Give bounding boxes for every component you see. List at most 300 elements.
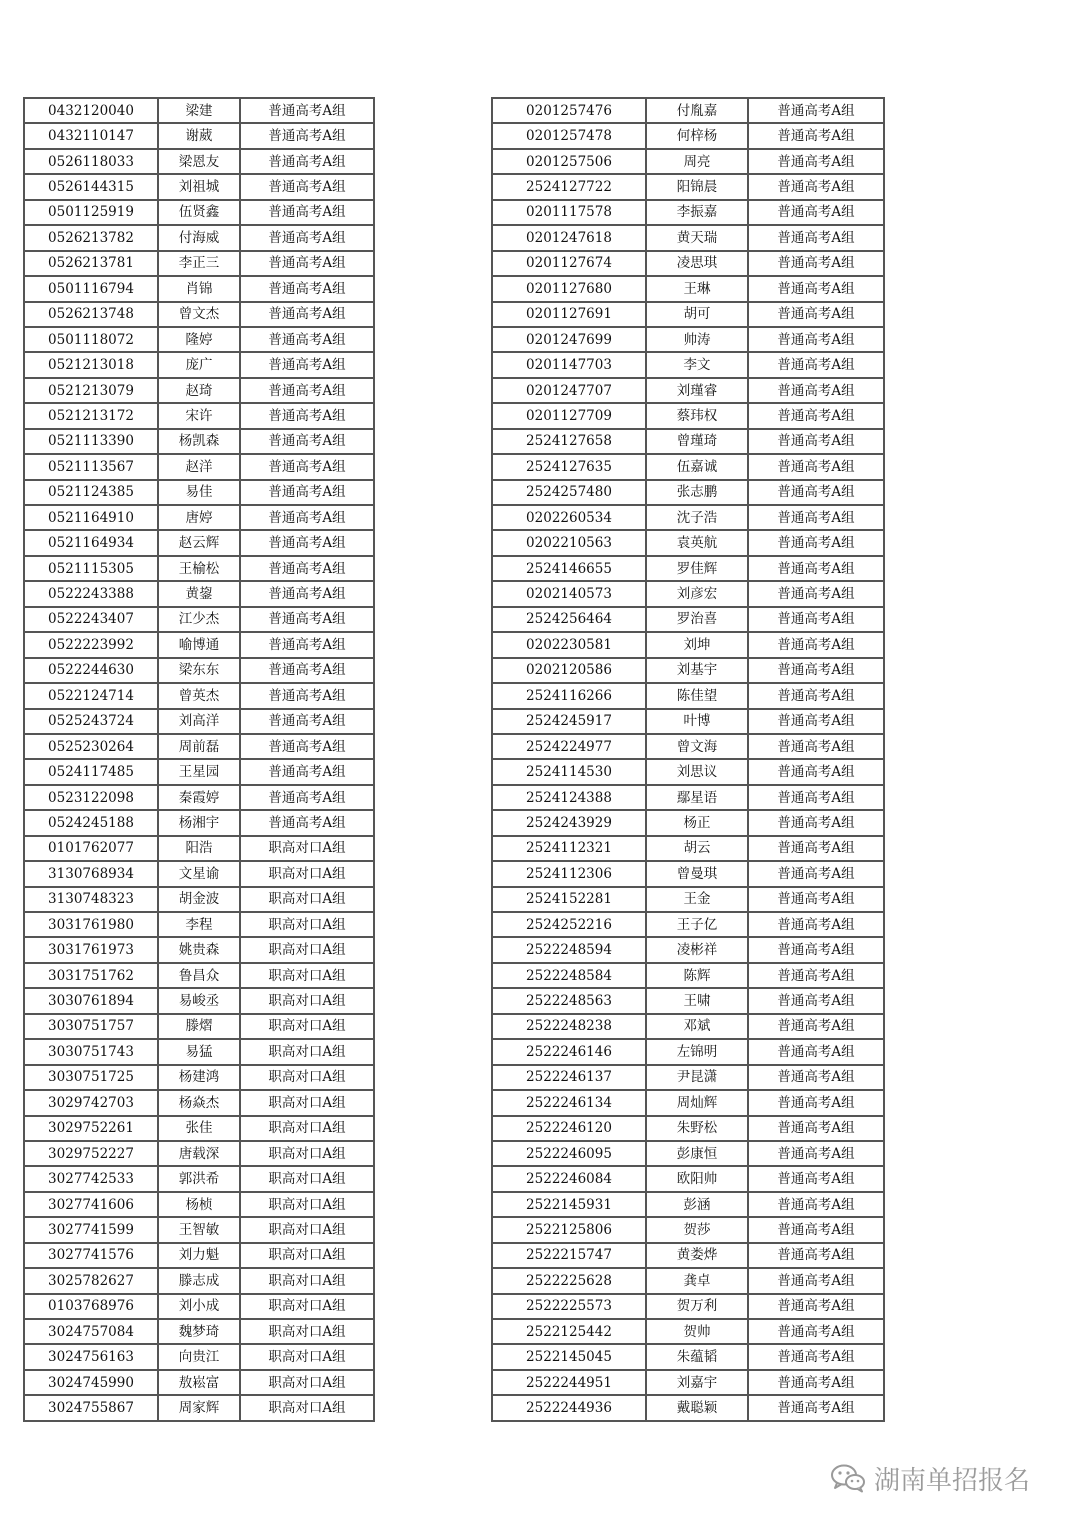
category-cell: 普通高考A组 [748,276,884,301]
category-cell: 普通高考A组 [240,530,374,555]
exam-number-cell: 0432110147 [24,123,158,148]
category-cell: 职高对口A组 [240,1268,374,1293]
candidate-name-cell: 周亮 [646,149,748,174]
exam-number-cell: 0201247699 [492,327,646,352]
candidate-name-cell: 秦霞婷 [158,785,240,810]
table-row [492,556,884,581]
exam-number-cell: 3130768934 [24,861,158,886]
category-cell: 普通高考A组 [748,785,884,810]
category-cell: 普通高考A组 [240,352,374,377]
candidate-name-cell: 张佳 [158,1116,240,1141]
candidate-name-cell: 阳浩 [158,836,240,861]
candidate-name-cell: 文星谕 [158,861,240,886]
candidate-name-cell: 胡金波 [158,887,240,912]
category-cell: 普通高考A组 [748,1319,884,1344]
exam-number-cell: 0521213079 [24,378,158,403]
exam-number-cell: 2522244951 [492,1370,646,1395]
table-row [492,581,884,606]
candidate-name-cell: 梁建 [158,98,240,123]
category-cell: 职高对口A组 [240,1319,374,1344]
candidate-name-cell: 李程 [158,912,240,937]
exam-number-cell: 0526144315 [24,174,158,199]
candidate-name-cell: 黄娄烨 [646,1243,748,1268]
category-cell: 普通高考A组 [748,1065,884,1090]
table-row [492,632,884,657]
candidate-name-cell: 郭洪希 [158,1166,240,1191]
category-cell: 职高对口A组 [240,1192,374,1217]
candidate-name-cell: 彭涵 [646,1192,748,1217]
candidate-name-cell: 阳锦晨 [646,174,748,199]
category-cell: 职高对口A组 [240,1166,374,1191]
exam-number-cell: 0432120040 [24,98,158,123]
exam-number-cell: 2524112306 [492,861,646,886]
table-row [492,1141,884,1166]
exam-number-cell: 0103768976 [24,1294,158,1319]
candidate-name-cell: 罗佳辉 [646,556,748,581]
category-cell: 普通高考A组 [748,988,884,1013]
candidate-name-cell: 唐载深 [158,1141,240,1166]
table-row [492,887,884,912]
category-cell: 普通高考A组 [748,403,884,428]
exam-number-cell: 3025782627 [24,1268,158,1293]
exam-number-cell: 0521213018 [24,352,158,377]
wechat-icon [830,1463,866,1493]
candidate-name-cell: 宋许 [158,403,240,428]
category-cell: 职高对口A组 [240,1395,374,1420]
candidate-name-cell: 姚贵森 [158,937,240,962]
candidate-name-cell: 刘坤 [646,632,748,657]
candidate-name-cell: 罗治喜 [646,607,748,632]
candidate-name-cell: 袁英航 [646,530,748,555]
category-cell: 普通高考A组 [240,734,374,759]
exam-number-cell: 2522125806 [492,1217,646,1242]
exam-number-cell: 0522243388 [24,581,158,606]
category-cell: 普通高考A组 [240,683,374,708]
category-cell: 普通高考A组 [748,454,884,479]
candidate-name-cell: 敖崧富 [158,1370,240,1395]
table-row [24,963,374,988]
exam-number-cell: 3031751762 [24,963,158,988]
candidate-name-cell: 贺莎 [646,1217,748,1242]
exam-number-cell: 2522145045 [492,1344,646,1369]
exam-number-cell: 2524124388 [492,785,646,810]
candidate-name-cell: 陈佳望 [646,683,748,708]
candidate-name-cell: 赵洋 [158,454,240,479]
table-row [24,1395,374,1420]
table-row [24,683,374,708]
table-row [492,352,884,377]
category-cell: 普通高考A组 [240,378,374,403]
exam-number-cell: 0521164910 [24,505,158,530]
exam-number-cell: 2522215747 [492,1243,646,1268]
table-row [24,1141,374,1166]
candidate-name-cell: 彭康恒 [646,1141,748,1166]
table-row [24,530,374,555]
candidate-name-cell: 鲁昌众 [158,963,240,988]
candidate-name-cell: 尹昆潇 [646,1065,748,1090]
candidate-name-cell: 付海威 [158,225,240,250]
table-row [492,785,884,810]
candidate-name-cell: 刘小成 [158,1294,240,1319]
candidate-name-cell: 易猛 [158,1039,240,1064]
candidate-name-cell: 陈辉 [646,963,748,988]
category-cell: 普通高考A组 [240,251,374,276]
table-row [492,607,884,632]
candidate-name-cell: 凌思琪 [646,251,748,276]
table-row [492,251,884,276]
candidate-name-cell: 王琳 [646,276,748,301]
exam-number-cell: 2524245917 [492,709,646,734]
exam-number-cell: 2522246084 [492,1166,646,1191]
candidate-name-cell: 何梓杨 [646,123,748,148]
table-row [24,556,374,581]
table-row [492,1344,884,1369]
exam-number-cell: 2522246134 [492,1090,646,1115]
exam-number-cell: 3024755867 [24,1395,158,1420]
candidate-name-cell: 王智敏 [158,1217,240,1242]
category-cell: 普通高考A组 [748,683,884,708]
candidate-table-left [23,97,375,1422]
category-cell: 职高对口A组 [240,1039,374,1064]
exam-number-cell: 0521113567 [24,454,158,479]
candidate-name-cell: 杨湘宇 [158,810,240,835]
table-row [24,251,374,276]
candidate-name-cell: 王金 [646,887,748,912]
table-row [492,149,884,174]
table-row [24,352,374,377]
exam-number-cell: 0522223992 [24,632,158,657]
table-row [492,1319,884,1344]
exam-number-cell: 0522243407 [24,607,158,632]
exam-number-cell: 2522248594 [492,937,646,962]
exam-number-cell: 0201247707 [492,378,646,403]
exam-number-cell: 2524243929 [492,810,646,835]
category-cell: 职高对口A组 [240,988,374,1013]
category-cell: 普通高考A组 [748,378,884,403]
category-cell: 普通高考A组 [240,200,374,225]
category-cell: 普通高考A组 [748,581,884,606]
candidate-name-cell: 赵琦 [158,378,240,403]
candidate-name-cell: 肖锦 [158,276,240,301]
table-row [24,454,374,479]
candidate-table-right-body [492,98,884,1421]
table-row [24,887,374,912]
category-cell: 普通高考A组 [748,607,884,632]
category-cell: 普通高考A组 [748,200,884,225]
candidate-name-cell: 刘彦宏 [646,581,748,606]
table-row [24,327,374,352]
candidate-name-cell: 曾曼琪 [646,861,748,886]
exam-number-cell: 0501118072 [24,327,158,352]
category-cell: 普通高考A组 [240,225,374,250]
table-row [24,734,374,759]
table-row [24,1268,374,1293]
category-cell: 普通高考A组 [748,480,884,505]
exam-number-cell: 2522246095 [492,1141,646,1166]
candidate-name-cell: 黄鋆 [158,581,240,606]
exam-number-cell: 3029752227 [24,1141,158,1166]
exam-number-cell: 0522124714 [24,683,158,708]
exam-number-cell: 0525230264 [24,734,158,759]
category-cell: 普通高考A组 [748,658,884,683]
category-cell: 普通高考A组 [240,123,374,148]
table-row [492,861,884,886]
watermark-text: 湖南单招报名 [874,1465,1031,1496]
category-cell: 普通高考A组 [240,810,374,835]
candidate-name-cell: 梁东东 [158,658,240,683]
table-row [24,480,374,505]
exam-number-cell: 3029752261 [24,1116,158,1141]
category-cell: 普通高考A组 [748,1370,884,1395]
table-row [492,276,884,301]
category-cell: 普通高考A组 [748,1014,884,1039]
table-row [24,1344,374,1369]
exam-number-cell: 2524152281 [492,887,646,912]
candidate-name-cell: 刘祖城 [158,174,240,199]
exam-number-cell: 0525243724 [24,709,158,734]
category-cell: 普通高考A组 [748,1141,884,1166]
table-row [24,149,374,174]
exam-number-cell: 2522225573 [492,1294,646,1319]
table-row [492,530,884,555]
category-cell: 普通高考A组 [240,709,374,734]
exam-number-cell: 3031761980 [24,912,158,937]
candidate-name-cell: 戴聪颖 [646,1395,748,1420]
category-cell: 普通高考A组 [748,1243,884,1268]
candidate-name-cell: 沈子浩 [646,505,748,530]
candidate-name-cell: 刘嘉宇 [646,1370,748,1395]
candidate-name-cell: 杨焱杰 [158,1090,240,1115]
exam-number-cell: 3024756163 [24,1344,158,1369]
candidate-name-cell: 梁恩友 [158,149,240,174]
candidate-name-cell: 欧阳帅 [646,1166,748,1191]
category-cell: 职高对口A组 [240,836,374,861]
table-row [492,988,884,1013]
category-cell: 职高对口A组 [240,1065,374,1090]
category-cell: 普通高考A组 [748,1116,884,1141]
table-row [492,709,884,734]
candidate-name-cell: 易峻丞 [158,988,240,1013]
candidate-name-cell: 伍嘉诚 [646,454,748,479]
exam-number-cell: 2522125442 [492,1319,646,1344]
exam-number-cell: 0202260534 [492,505,646,530]
candidate-name-cell: 朱野松 [646,1116,748,1141]
category-cell: 普通高考A组 [748,1217,884,1242]
table-row [24,1014,374,1039]
exam-number-cell: 2524224977 [492,734,646,759]
table-row [492,1370,884,1395]
candidate-table-left-body [24,98,374,1421]
candidate-name-cell: 谢葳 [158,123,240,148]
table-row [492,403,884,428]
candidate-name-cell: 周家辉 [158,1395,240,1420]
table-row [24,632,374,657]
candidate-name-cell: 龚卓 [646,1268,748,1293]
category-cell: 普通高考A组 [748,810,884,835]
exam-number-cell: 0526213748 [24,302,158,327]
table-row [24,276,374,301]
candidate-name-cell: 胡云 [646,836,748,861]
category-cell: 普通高考A组 [748,352,884,377]
category-cell: 职高对口A组 [240,1243,374,1268]
candidate-name-cell: 蔡玮权 [646,403,748,428]
exam-number-cell: 2524127658 [492,429,646,454]
candidate-name-cell: 胡可 [646,302,748,327]
category-cell: 普通高考A组 [240,581,374,606]
candidate-name-cell: 贺帅 [646,1319,748,1344]
table-row [24,1116,374,1141]
exam-number-cell: 2522248238 [492,1014,646,1039]
exam-number-cell: 3030761894 [24,988,158,1013]
table-row [24,937,374,962]
candidate-name-cell: 杨建鸿 [158,1065,240,1090]
exam-number-cell: 3029742703 [24,1090,158,1115]
table-row [492,1116,884,1141]
exam-number-cell: 2524114530 [492,759,646,784]
table-row [492,480,884,505]
table-row [492,1166,884,1191]
category-cell: 职高对口A组 [240,963,374,988]
candidate-name-cell: 江少杰 [158,607,240,632]
candidate-name-cell: 伍贤鑫 [158,200,240,225]
table-row [492,378,884,403]
table-row [24,1319,374,1344]
table-row [492,225,884,250]
exam-number-cell: 2522246120 [492,1116,646,1141]
category-cell: 普通高考A组 [240,327,374,352]
category-cell: 普通高考A组 [240,429,374,454]
candidate-name-cell: 喻博通 [158,632,240,657]
exam-number-cell: 0523122098 [24,785,158,810]
category-cell: 普通高考A组 [748,963,884,988]
exam-number-cell: 2524257480 [492,480,646,505]
candidate-name-cell: 刘基宇 [646,658,748,683]
table-row [492,1395,884,1420]
candidate-name-cell: 易佳 [158,480,240,505]
exam-number-cell: 3031761973 [24,937,158,962]
exam-number-cell: 2524112321 [492,836,646,861]
table-row [492,810,884,835]
category-cell: 普通高考A组 [748,556,884,581]
category-cell: 普通高考A组 [240,480,374,505]
candidate-name-cell: 王榆松 [158,556,240,581]
exam-number-cell: 3030751725 [24,1065,158,1090]
category-cell: 普通高考A组 [240,658,374,683]
exam-number-cell: 0501116794 [24,276,158,301]
table-row [492,1192,884,1217]
category-cell: 职高对口A组 [240,1090,374,1115]
exam-number-cell: 0201127680 [492,276,646,301]
category-cell: 职高对口A组 [240,1141,374,1166]
watermark [830,1460,1030,1496]
category-cell: 职高对口A组 [240,1217,374,1242]
category-cell: 职高对口A组 [240,1294,374,1319]
category-cell: 职高对口A组 [240,912,374,937]
category-cell: 普通高考A组 [240,607,374,632]
candidate-name-cell: 王子亿 [646,912,748,937]
candidate-name-cell: 赵云辉 [158,530,240,555]
table-row [24,912,374,937]
category-cell: 职高对口A组 [240,937,374,962]
category-cell: 普通高考A组 [748,887,884,912]
exam-number-cell: 0521113390 [24,429,158,454]
exam-number-cell: 0201117578 [492,200,646,225]
table-row [492,658,884,683]
category-cell: 普通高考A组 [748,505,884,530]
category-cell: 普通高考A组 [748,1166,884,1191]
exam-number-cell: 2524146655 [492,556,646,581]
exam-number-cell: 2524116266 [492,683,646,708]
candidate-name-cell: 魏梦琦 [158,1319,240,1344]
table-row [492,1065,884,1090]
table-row [492,302,884,327]
table-row [492,963,884,988]
table-row [24,1217,374,1242]
table-row [24,1166,374,1191]
table-row [24,785,374,810]
category-cell: 普通高考A组 [748,734,884,759]
exam-number-cell: 2524252216 [492,912,646,937]
category-cell: 普通高考A组 [748,1268,884,1293]
category-cell: 职高对口A组 [240,887,374,912]
category-cell: 普通高考A组 [748,632,884,657]
exam-number-cell: 0501125919 [24,200,158,225]
exam-number-cell: 0526118033 [24,149,158,174]
category-cell: 普通高考A组 [240,505,374,530]
exam-number-cell: 0521213172 [24,403,158,428]
exam-number-cell: 0521115305 [24,556,158,581]
table-row [492,1243,884,1268]
exam-number-cell: 0201127674 [492,251,646,276]
category-cell: 普通高考A组 [748,251,884,276]
candidate-name-cell: 刘力魁 [158,1243,240,1268]
exam-number-cell: 2522246137 [492,1065,646,1090]
candidate-name-cell: 庞广 [158,352,240,377]
exam-number-cell: 0522244630 [24,658,158,683]
table-row [24,505,374,530]
exam-number-cell: 0524117485 [24,759,158,784]
candidate-name-cell: 王星园 [158,759,240,784]
candidate-name-cell: 滕志成 [158,1268,240,1293]
table-row [492,836,884,861]
category-cell: 普通高考A组 [240,149,374,174]
exam-number-cell: 0202210563 [492,530,646,555]
candidate-name-cell: 杨正 [646,810,748,835]
candidate-name-cell: 李正三 [158,251,240,276]
category-cell: 职高对口A组 [240,1370,374,1395]
category-cell: 普通高考A组 [748,759,884,784]
candidate-name-cell: 贺万利 [646,1294,748,1319]
exam-number-cell: 0526213782 [24,225,158,250]
candidate-name-cell: 王啸 [646,988,748,1013]
category-cell: 普通高考A组 [748,174,884,199]
table-row [24,1090,374,1115]
candidate-name-cell: 叶博 [646,709,748,734]
candidate-name-cell: 滕熠 [158,1014,240,1039]
table-row [492,1217,884,1242]
exam-number-cell: 0202140573 [492,581,646,606]
category-cell: 普通高考A组 [748,836,884,861]
category-cell: 普通高考A组 [748,1294,884,1319]
exam-number-cell: 2522246146 [492,1039,646,1064]
category-cell: 普通高考A组 [748,530,884,555]
candidate-name-cell: 刘思议 [646,759,748,784]
category-cell: 普通高考A组 [240,98,374,123]
candidate-name-cell: 曾瑾琦 [646,429,748,454]
table-row [24,98,374,123]
exam-number-cell: 2522225628 [492,1268,646,1293]
candidate-name-cell: 付胤嘉 [646,98,748,123]
